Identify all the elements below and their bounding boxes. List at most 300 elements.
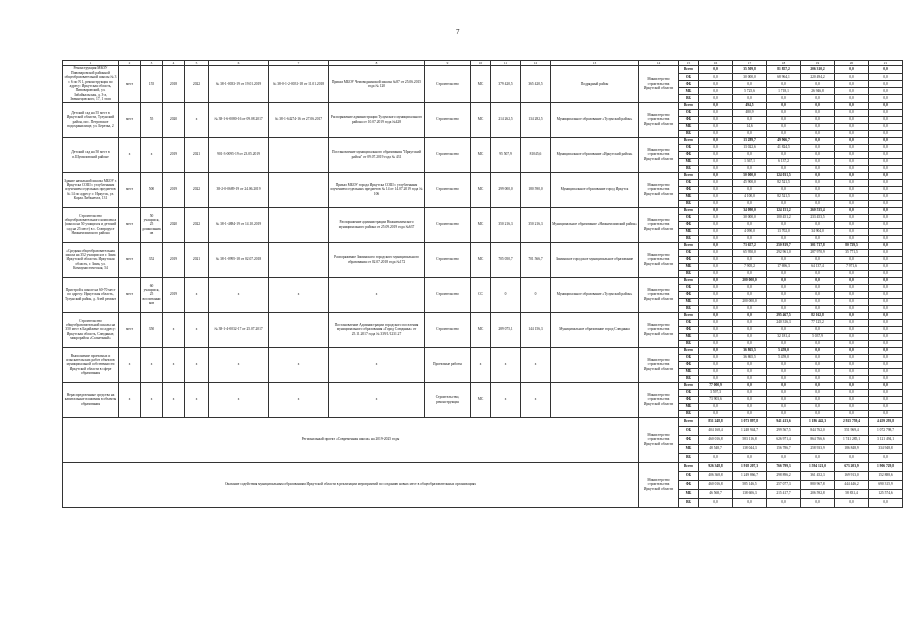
funding-value: 0,0 <box>835 214 869 221</box>
funding-value: 0,0 <box>801 151 835 158</box>
funding-value: 0,0 <box>835 498 869 507</box>
table-row <box>63 102 903 109</box>
funding-value: 0,0 <box>801 389 835 396</box>
work-type-cell: Строительство <box>425 172 471 207</box>
table-row <box>63 277 903 284</box>
funding-value: 0,0 <box>767 284 801 291</box>
administrator-cell: Министерство строительства Иркутской области <box>639 172 679 207</box>
funding-value: 0,0 <box>869 73 903 80</box>
table-row <box>63 347 903 354</box>
funding-value: 0,0 <box>699 361 733 368</box>
funding-value: 34 904,0 <box>801 228 835 235</box>
end-year-cell: 2022 <box>185 66 209 102</box>
funding-value: 0,0 <box>767 270 801 277</box>
funding-value: 64 137,4 <box>801 263 835 270</box>
funding-value: 0,0 <box>869 228 903 235</box>
funding-value: 0,0 <box>869 207 903 214</box>
funding-value: 73 903,6 <box>699 396 733 403</box>
funding-value: 0,0 <box>869 109 903 116</box>
funding-value: 0,0 <box>835 73 869 80</box>
funding-source: ВБ <box>679 95 699 102</box>
funding-value: 5 459,0 <box>767 347 801 354</box>
funding-value: 0,0 <box>869 151 903 158</box>
ownership-cell: МС <box>471 312 491 347</box>
funding-source: ОБ <box>679 389 699 396</box>
permit-cell: х <box>269 382 329 417</box>
funding-value: 156 786,7 <box>767 444 801 453</box>
funding-value: 34 090,0 <box>733 207 767 214</box>
funding-value: 4 459 293,8 <box>869 417 903 426</box>
funding-value: 0,0 <box>869 221 903 228</box>
project-name: Детский сад на 50 мест в п.Шумиловский районе <box>63 137 119 172</box>
funding-value: 0,0 <box>869 263 903 270</box>
customer-cell: Муниципальное образование «Нижнеилимский район» <box>551 207 639 242</box>
funding-value: 0,0 <box>699 263 733 270</box>
funding-value: 46 568,7 <box>699 489 733 498</box>
funding-value: 0,0 <box>869 284 903 291</box>
funding-source: ФБ <box>679 256 699 263</box>
remaining-cost-cell: 365 420,5 <box>521 66 551 102</box>
funding-value: 0,0 <box>801 200 835 207</box>
funding-value: 0,0 <box>835 109 869 116</box>
funding-value: 0,0 <box>801 340 835 347</box>
funding-value: 0,0 <box>801 235 835 242</box>
funding-value: 0,0 <box>733 95 767 102</box>
owner-document-cell: х <box>329 382 425 417</box>
funding-source: МБ <box>679 88 699 95</box>
funding-value: 0,0 <box>699 214 733 221</box>
funding-value: 0,0 <box>699 207 733 214</box>
funding-value: 0,0 <box>699 200 733 207</box>
permit-cell: х <box>269 277 329 312</box>
work-type-cell: Строительство <box>425 137 471 172</box>
funding-value: 0,0 <box>801 375 835 382</box>
funding-value: 0,0 <box>869 333 903 340</box>
funding-value: 0,0 <box>835 277 869 284</box>
funding-source: МБ <box>679 123 699 130</box>
funding-value: 0,0 <box>699 172 733 179</box>
ownership-cell: МС <box>471 242 491 277</box>
funding-value: 206 592,8 <box>801 489 835 498</box>
funding-value: 0,0 <box>835 298 869 305</box>
funding-value: 0,0 <box>835 333 869 340</box>
remaining-cost-cell: 180 590,0 <box>521 172 551 207</box>
funding-value: 0,0 <box>767 498 801 507</box>
funding-value: 0,0 <box>835 354 869 361</box>
funding-value: 0,0 <box>869 298 903 305</box>
funding-value: 0,0 <box>835 179 869 186</box>
funding-value: 73 657,2 <box>733 242 767 249</box>
customer-cell: Зиминское городское муниципальное образование <box>551 242 639 277</box>
funding-value: 406 368,8 <box>699 471 733 480</box>
funding-source: ВБ <box>679 235 699 242</box>
column-number: 7 <box>269 61 329 66</box>
funding-value: 82 521,5 <box>767 179 801 186</box>
funding-source: ФБ <box>679 116 699 123</box>
funding-source: Всего <box>679 242 699 249</box>
table-row <box>63 312 903 319</box>
funding-value: 0,0 <box>835 80 869 87</box>
funding-source: ФБ <box>679 480 699 489</box>
funding-value: 0,0 <box>733 116 767 123</box>
capacity-cell: 352 <box>141 242 163 277</box>
funding-value: 0,0 <box>835 207 869 214</box>
owner-document-cell: Распоряжение администрации Тулунского муниципального района от 10.07.2019 года №428 <box>329 102 425 137</box>
funding-value: 0,0 <box>801 403 835 410</box>
funding-value: 0,0 <box>699 130 733 137</box>
funding-value: 0,0 <box>835 151 869 158</box>
funding-value: 0,0 <box>699 242 733 249</box>
column-number: 12 <box>521 61 551 66</box>
funding-value: 0,0 <box>835 221 869 228</box>
funding-value: 0,0 <box>869 403 903 410</box>
column-number: 10 <box>471 61 491 66</box>
funding-value: 0,0 <box>801 298 835 305</box>
permit-cell <box>269 242 329 277</box>
work-type-cell: Строительство <box>425 102 471 137</box>
remaining-cost-cell: 134 282,5 <box>521 102 551 137</box>
funding-value: 0,0 <box>835 200 869 207</box>
funding-value: 0,0 <box>733 361 767 368</box>
funding-value: 0,0 <box>801 116 835 123</box>
funding-source: ФБ <box>679 186 699 193</box>
column-number: 3 <box>141 61 163 66</box>
start-year-cell: х <box>163 312 185 347</box>
funding-value: 0,0 <box>699 291 733 298</box>
funding-value: 0,0 <box>835 305 869 312</box>
administrator-cell: Министерство строительства Иркутской области <box>639 277 679 312</box>
owner-document-cell: х <box>329 277 425 312</box>
funding-value: 460 016,8 <box>699 480 733 489</box>
column-number: 8 <box>329 61 425 66</box>
funding-value: 77 000,9 <box>699 382 733 389</box>
funding-value: 0,0 <box>801 347 835 354</box>
funding-value: 0,0 <box>733 340 767 347</box>
project-name: Выполнение проектных и изыскательских работ объектов муниципальной собственности Иркутской области в сфере образования <box>63 347 119 382</box>
funding-value: 0,0 <box>699 102 733 109</box>
permit-cell: х <box>269 347 329 382</box>
funding-value: 1 072 798,7 <box>869 426 903 435</box>
funding-value: 0,0 <box>767 116 801 123</box>
funding-value: 0,0 <box>869 375 903 382</box>
funding-value: 301 717,8 <box>801 242 835 249</box>
funding-value: 0,0 <box>699 228 733 235</box>
funding-source: ОБ <box>679 144 699 151</box>
funding-value: 0,0 <box>699 235 733 242</box>
funding-value: 0,0 <box>699 375 733 382</box>
work-type-cell: Строительство <box>425 66 471 102</box>
funding-source: МБ <box>679 193 699 200</box>
funding-value: 0,0 <box>801 221 835 228</box>
funding-source: МБ <box>679 444 699 453</box>
funding-value: 0,0 <box>835 95 869 102</box>
funding-source: Всего <box>679 66 699 73</box>
funding-value: 0,0 <box>835 193 869 200</box>
funding-value: 0,0 <box>869 305 903 312</box>
cost-cell: х <box>491 382 521 417</box>
funding-value: 169 913,0 <box>835 471 869 480</box>
ownership-cell: МС <box>471 66 491 102</box>
funding-source: ОБ <box>679 319 699 326</box>
owner-document-cell: Распоряжение Зиминского городского муниципального образования от 02.07.2018 года №172 <box>329 242 425 277</box>
funding-value: 0,0 <box>767 382 801 389</box>
funding-value: 0,0 <box>767 326 801 333</box>
remaining-cost-cell: 350 216,3 <box>521 207 551 242</box>
funding-value: 0,0 <box>835 319 869 326</box>
funding-value: 0,0 <box>733 80 767 87</box>
work-type-cell: Строительство, реконструкция <box>425 382 471 417</box>
permit-cell <box>269 137 329 172</box>
funding-value: 7 905,2 <box>733 263 767 270</box>
funding-value: 0,0 <box>699 249 733 256</box>
work-type-cell: Проектные работы <box>425 347 471 382</box>
funding-value: 0,0 <box>733 256 767 263</box>
funding-value: 0,0 <box>733 333 767 340</box>
funding-value: 0,0 <box>835 403 869 410</box>
column-number: 19 <box>801 61 835 66</box>
funding-value: 0,0 <box>835 453 869 462</box>
column-number: 14 <box>639 61 679 66</box>
start-year-cell: 2019 <box>163 242 185 277</box>
unit-cell: мест <box>119 277 141 312</box>
funding-value: 0,0 <box>733 368 767 375</box>
funding-value: 0,0 <box>835 368 869 375</box>
funding-value: 0,0 <box>801 410 835 417</box>
capacity-cell: 500 <box>141 172 163 207</box>
funding-value: 0,0 <box>801 326 835 333</box>
funding-value: 0,0 <box>767 95 801 102</box>
start-year-cell: 2019 <box>163 172 185 207</box>
funding-value: 0,0 <box>869 66 903 73</box>
column-number: 4 <box>163 61 185 66</box>
funding-source: МБ <box>679 368 699 375</box>
customer-cell: Муниципальное образование город Слюдянка <box>551 312 639 347</box>
funding-value: 0,0 <box>869 95 903 102</box>
funding-value: 0,0 <box>835 130 869 137</box>
capacity-cell: х <box>141 137 163 172</box>
capacity-cell: х <box>141 347 163 382</box>
customer-cell: Муниципальное образование «Тулунский район» <box>551 277 639 312</box>
funding-source: Всего <box>679 382 699 389</box>
unit-cell: х <box>119 137 141 172</box>
administrator-cell: Министерство строительства Иркутской области <box>639 417 679 462</box>
permit-cell: № 38-1-64274-16 от 27.06.2017 <box>269 102 329 137</box>
funding-value: 0,0 <box>767 130 801 137</box>
funding-value: 0,0 <box>733 326 767 333</box>
capacity-cell: х <box>141 382 163 417</box>
funding-value: 0,0 <box>699 137 733 144</box>
funding-value: 0,0 <box>869 326 903 333</box>
project-name: Реконструкция МБОУ Пивоваровской районной общеобразовательной школы № 3 с 6 по N 1, реконструкция по адресу: Иркутская область, Пивоваровский, ул. Забайкальская, д. 3-а, Звеннецовского, 17, 1 этап <box>63 66 119 102</box>
unit-cell: мест <box>119 66 141 102</box>
funding-value: 0,0 <box>835 410 869 417</box>
funding-value: 80 729,5 <box>835 242 869 249</box>
cost-cell: 299 000,0 <box>491 172 521 207</box>
column-number: 17 <box>733 61 767 66</box>
funding-value: 460 016,8 <box>699 435 733 444</box>
funding-value: 295 467,5 <box>767 312 801 319</box>
end-year-cell: 2021 <box>185 137 209 172</box>
column-number: 1 <box>63 61 119 66</box>
expertise-cell: № 38-1-4-0032-17 от 25.07.2017 <box>209 312 269 347</box>
funding-value: 0,0 <box>733 151 767 158</box>
funding-source: ФБ <box>679 291 699 298</box>
end-year-cell: х <box>185 277 209 312</box>
administrator-cell: Министерство строительства Иркутской области <box>639 137 679 172</box>
unit-cell: мест <box>119 102 141 137</box>
funding-source: ВБ <box>679 375 699 382</box>
funding-value: 0,0 <box>801 123 835 130</box>
end-year-cell: х <box>185 312 209 347</box>
start-year-cell: 2020 <box>163 207 185 242</box>
funding-value: 583 116,8 <box>733 435 767 444</box>
funding-value: 36 865,5 <box>733 347 767 354</box>
funding-value: 1 906 729,8 <box>869 462 903 471</box>
funding-value: 0,0 <box>733 130 767 137</box>
capacity-cell: 350 <box>141 312 163 347</box>
funding-value: 1 073 897,8 <box>733 417 767 426</box>
funding-source: Всего <box>679 172 699 179</box>
funding-value: 0,0 <box>733 382 767 389</box>
cost-cell: 379 420,5 <box>491 66 521 102</box>
funding-source: ВБ <box>679 130 699 137</box>
funding-value: 0,0 <box>699 498 733 507</box>
funding-value: 48 548,7 <box>699 444 733 453</box>
funding-value: 0,0 <box>699 312 733 319</box>
funding-source: МБ <box>679 158 699 165</box>
funding-value: 0,0 <box>801 354 835 361</box>
funding-value: 0,0 <box>733 291 767 298</box>
funding-value: 0,0 <box>699 73 733 80</box>
funding-value: 0,0 <box>869 249 903 256</box>
end-year-cell: 2021 <box>185 242 209 277</box>
funding-value: 851 248,8 <box>699 417 733 426</box>
funding-value: 0,0 <box>767 200 801 207</box>
administrator-cell: Министерство строительства Иркутской области <box>639 102 679 137</box>
expertise-cell: № 38-1-0033-19 от 19.01.2019 <box>209 66 269 102</box>
work-type-cell: Строительство <box>425 312 471 347</box>
funding-value: 0,0 <box>699 158 733 165</box>
funding-value: 0,0 <box>835 165 869 172</box>
funding-value: 0,0 <box>869 453 903 462</box>
funding-value: 0,0 <box>733 498 767 507</box>
end-year-cell: х <box>185 102 209 137</box>
funding-value: 0,0 <box>699 354 733 361</box>
funding-value: 50 000,0 <box>733 172 767 179</box>
funding-value: 0,0 <box>733 396 767 403</box>
funding-value: 0,0 <box>835 284 869 291</box>
remaining-cost-cell: 701 566,7 <box>521 242 551 277</box>
funding-source: Всего <box>679 312 699 319</box>
funding-value: 1 594 121,0 <box>801 462 835 471</box>
funding-value: 0,0 <box>835 228 869 235</box>
funding-value: 0,0 <box>733 186 767 193</box>
ownership-cell: х <box>471 347 491 382</box>
funding-value: 0,0 <box>699 340 733 347</box>
column-number: 6 <box>209 61 269 66</box>
funding-value: 0,0 <box>699 333 733 340</box>
funding-source: МБ <box>679 489 699 498</box>
funding-value: 0,0 <box>801 291 835 298</box>
funding-value: 220 494,2 <box>801 73 835 80</box>
column-number: 15 <box>679 61 699 66</box>
funding-value: 0,0 <box>801 109 835 116</box>
ownership-cell: МС <box>471 172 491 207</box>
ownership-cell: МС <box>471 102 491 137</box>
funding-value: 0,0 <box>767 368 801 375</box>
funding-value: 844 762,0 <box>801 426 835 435</box>
funding-source: Всего <box>679 277 699 284</box>
funding-value: 0,0 <box>699 298 733 305</box>
funding-value: 0,0 <box>801 179 835 186</box>
unit-cell: мест <box>119 172 141 207</box>
funding-value: 0,0 <box>699 186 733 193</box>
funding-value: 0,0 <box>767 453 801 462</box>
owner-document-cell: х <box>329 347 425 382</box>
funding-value: 35 771,5 <box>835 249 869 256</box>
funding-value: 0,0 <box>869 137 903 144</box>
funding-value: 4 100,0 <box>733 193 767 200</box>
funding-value: 0,0 <box>699 319 733 326</box>
funding-value: 0,0 <box>699 403 733 410</box>
funding-source: ОБ <box>679 73 699 80</box>
permit-cell: № 38-0-1-2-0031-18 от 11.01.2018 <box>269 66 329 102</box>
funding-value: 200 000,0 <box>733 298 767 305</box>
funding-source: МБ <box>679 333 699 340</box>
cost-cell: х <box>491 347 521 382</box>
funding-value: 0,0 <box>869 361 903 368</box>
funding-value: 138 044,3 <box>733 444 767 453</box>
end-year-cell: 2022 <box>185 207 209 242</box>
funding-value: 0,0 <box>767 375 801 382</box>
funding-source: ВБ <box>679 305 699 312</box>
funding-value: 36 865,5 <box>733 354 767 361</box>
customer-cell <box>551 347 639 382</box>
funding-value: 0,0 <box>869 144 903 151</box>
funding-value: 0,0 <box>699 179 733 186</box>
column-number: 13 <box>551 61 639 66</box>
funding-value: 240 316,3 <box>767 319 801 326</box>
capacity-cell: 60 учащихся, 25 воспитанников <box>141 277 163 312</box>
funding-source: Всего <box>679 102 699 109</box>
funding-value: 0,0 <box>835 382 869 389</box>
funding-value: 292 961,0 <box>767 249 801 256</box>
funding-value: 0,0 <box>699 256 733 263</box>
expertise-cell: х <box>209 382 269 417</box>
funding-value: 299 567,5 <box>767 426 801 435</box>
funding-value: 258 933,9 <box>801 444 835 453</box>
funding-source: Всего <box>679 347 699 354</box>
funding-source: МБ <box>679 403 699 410</box>
funding-value: 260 535,4 <box>801 207 835 214</box>
column-number: 9 <box>425 61 471 66</box>
start-year-cell: х <box>163 347 185 382</box>
administrator-cell: Министерство строительства Иркутской области <box>639 242 679 277</box>
funding-source: ОБ <box>679 354 699 361</box>
funding-value: 13 289,7 <box>733 137 767 144</box>
funding-value: 0,0 <box>801 256 835 263</box>
end-year-cell: х <box>185 347 209 382</box>
funding-value: 0,0 <box>835 235 869 242</box>
funding-value: 138 606,3 <box>733 489 767 498</box>
funding-value: 30 000,0 <box>733 73 767 80</box>
funding-value: 0,0 <box>733 305 767 312</box>
start-year-cell: 2018 <box>163 66 185 102</box>
funding-value: 32 181,4 <box>767 333 801 340</box>
funding-value: 334 948,8 <box>869 444 903 453</box>
funding-value: 0,0 <box>869 80 903 87</box>
project-name: «Средняя общеобразовательная школа на 352 учащихся в г. Зима Иркутской области» Иркутская область, г. Зима, ул. Коммунистическая, 54 <box>63 242 119 277</box>
